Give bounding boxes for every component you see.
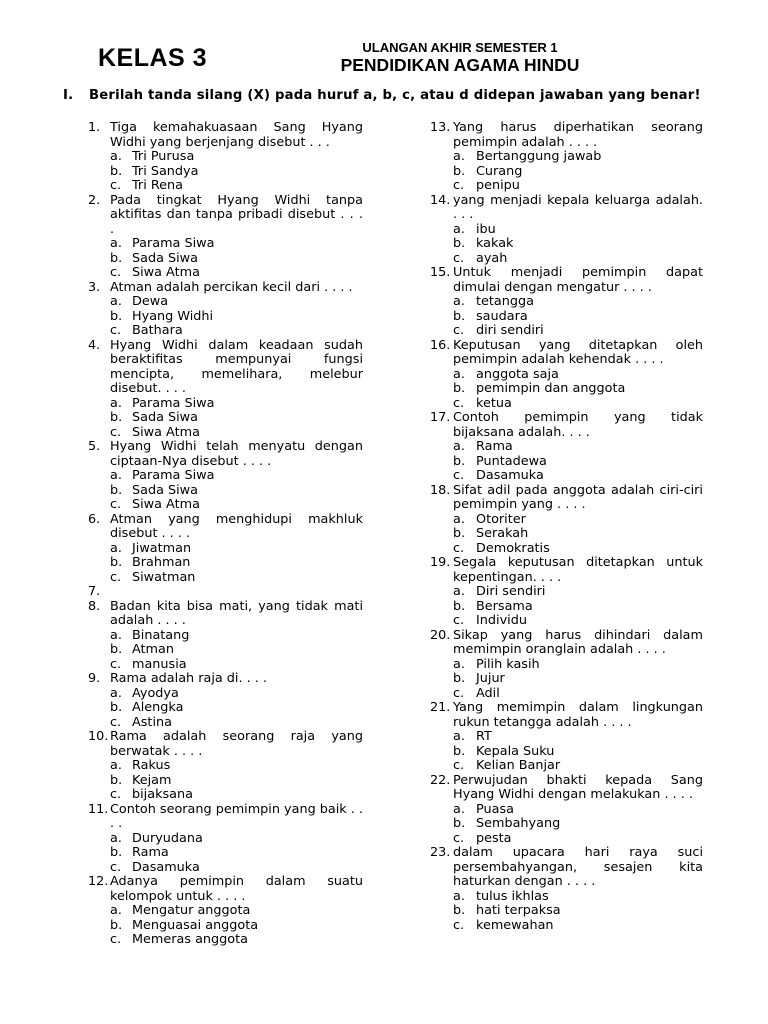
question-text	[110, 585, 363, 600]
option-letter: c.	[110, 323, 122, 338]
answer-option[interactable]	[88, 861, 363, 876]
answer-option[interactable]	[430, 803, 703, 818]
question-number: 10.	[88, 729, 109, 744]
question	[88, 513, 363, 542]
option-text: Tri Sandya	[132, 163, 199, 179]
answer-option[interactable]	[430, 179, 703, 194]
instruction	[63, 88, 704, 104]
option-text: manusia	[132, 656, 187, 672]
answer-option[interactable]	[88, 542, 363, 557]
answer-option[interactable]	[88, 687, 363, 702]
option-text: tulus ikhlas	[476, 888, 549, 904]
answer-option[interactable]	[88, 832, 363, 847]
option-text: Rakus	[132, 758, 171, 773]
option-text: anggota saja	[476, 366, 559, 382]
answer-option[interactable]	[430, 397, 703, 412]
answer-option[interactable]	[88, 426, 363, 441]
option-text: Dasamuka	[476, 468, 544, 483]
question-number: 20.	[430, 627, 451, 643]
option-letter: c.	[453, 395, 465, 411]
answer-option[interactable]	[430, 310, 703, 325]
option-text: Kejam	[132, 772, 172, 788]
option-text: saudara	[476, 308, 528, 324]
option-letter: b.	[453, 163, 466, 179]
option-letter: b.	[453, 236, 466, 251]
option-letter: b.	[110, 700, 123, 715]
option-letter: c.	[453, 323, 465, 338]
answer-option[interactable]	[88, 904, 363, 919]
option-letter: b.	[110, 642, 123, 657]
option-letter: c.	[110, 497, 122, 512]
answer-option[interactable]	[430, 513, 703, 528]
question	[430, 556, 703, 585]
option-text: Individu	[476, 613, 527, 628]
question-text: Adanya pemimpin dalam suatu kelompok untuk . . . .	[110, 874, 363, 904]
answer-option[interactable]	[430, 469, 703, 484]
option-letter: c.	[110, 569, 122, 585]
answer-option[interactable]	[430, 150, 703, 165]
option-text: ibu	[476, 221, 496, 237]
question	[88, 803, 363, 832]
option-text: Curang	[476, 163, 523, 179]
option-letter: b.	[453, 671, 466, 686]
answer-option[interactable]	[430, 527, 703, 542]
question-number: 1.	[88, 120, 101, 135]
answer-option[interactable]	[430, 600, 703, 615]
option-letter: c.	[110, 424, 122, 440]
option-text: pemimpin dan anggota	[476, 381, 626, 396]
option-letter: b.	[453, 816, 466, 831]
question-number: 6.	[88, 511, 101, 527]
option-text: hati terpaksa	[476, 903, 561, 918]
option-text: Tri Purusa	[132, 149, 195, 164]
option-text: Bathara	[132, 323, 183, 338]
answer-option[interactable]	[88, 788, 363, 803]
answer-option[interactable]	[430, 730, 703, 745]
question-text: Rama adalah raja di. . . .	[110, 671, 267, 686]
answer-option[interactable]	[430, 919, 703, 934]
option-text: Alengka	[132, 700, 184, 715]
answer-option[interactable]	[88, 498, 363, 513]
answer-option[interactable]	[88, 484, 363, 499]
answer-option[interactable]	[430, 832, 703, 847]
question-text: Segala keputusan ditetapkan untuk kepentingan. . . .	[453, 555, 703, 585]
option-letter: c.	[110, 714, 122, 730]
option-text: Binatang	[132, 627, 190, 643]
question-number: 11.	[88, 801, 109, 817]
exam-title: PENDIDIKAN AGAMA HINDU	[340, 55, 580, 75]
option-text: Demokratis	[476, 540, 550, 556]
question	[88, 339, 363, 397]
option-letter: a.	[110, 294, 122, 309]
question	[88, 600, 363, 629]
answer-option[interactable]	[88, 324, 363, 339]
question	[88, 281, 363, 296]
answer-option[interactable]	[88, 165, 363, 180]
option-text: Ayodya	[132, 685, 179, 701]
question	[430, 411, 703, 440]
question-number: 23.	[430, 845, 451, 860]
question	[88, 730, 363, 759]
option-letter: c.	[453, 540, 465, 556]
answer-option[interactable]	[430, 904, 703, 919]
question-number: 19.	[430, 555, 451, 570]
option-letter: c.	[453, 178, 465, 193]
option-letter: c.	[453, 917, 465, 933]
question-column-left	[88, 121, 363, 948]
question-text: Atman adalah percikan kecil dari . . . .	[110, 279, 353, 295]
option-text: Sada Siwa	[132, 250, 198, 266]
option-text: tetangga	[476, 294, 534, 309]
question-text: Pada tingkat Hyang Widhi tanpa aktifitas dan tanpa pribadi disebut . . . .	[110, 192, 363, 237]
answer-option[interactable]	[430, 324, 703, 339]
option-letter: c.	[110, 787, 122, 802]
answer-option[interactable]	[88, 629, 363, 644]
option-text: Menguasai anggota	[132, 917, 259, 933]
question	[88, 440, 363, 469]
answer-option[interactable]	[430, 368, 703, 383]
answer-option[interactable]	[88, 237, 363, 252]
answer-option[interactable]	[430, 455, 703, 470]
answer-option[interactable]	[88, 716, 363, 731]
option-text: Jiwatman	[132, 540, 192, 556]
answer-option[interactable]	[430, 223, 703, 238]
option-letter: c.	[110, 859, 122, 875]
question-text: Sifat adil pada anggota adalah ciri-ciri pemimpin yang . . . .	[453, 482, 703, 512]
answer-option[interactable]	[88, 310, 363, 325]
option-text: diri sendiri	[476, 323, 544, 338]
option-text: Hyang Widhi	[132, 308, 214, 324]
option-letter: a.	[110, 685, 122, 701]
option-text: Parama Siwa	[132, 236, 215, 251]
answer-option[interactable]	[88, 252, 363, 267]
answer-option[interactable]	[430, 252, 703, 267]
option-letter: b.	[110, 410, 123, 425]
answer-option[interactable]	[430, 890, 703, 905]
answer-option[interactable]	[430, 745, 703, 760]
option-text: Siwa Atma	[132, 424, 200, 440]
answer-option[interactable]	[88, 266, 363, 281]
answer-option[interactable]	[88, 919, 363, 934]
answer-option[interactable]	[88, 759, 363, 774]
answer-option[interactable]	[88, 397, 363, 412]
option-letter: b.	[453, 598, 466, 614]
question-number: 21.	[430, 700, 451, 715]
question-number: 7.	[88, 584, 101, 599]
option-text: Diri sendiri	[476, 584, 546, 599]
question-text: yang menjadi kepala keluarga adalah. . . .	[453, 192, 703, 222]
option-text: Parama Siwa	[132, 468, 215, 483]
answer-option[interactable]	[430, 687, 703, 702]
question-number: 5.	[88, 439, 101, 454]
question-text: Keputusan yang ditetapkan oleh pemimpin adalah kehendak . . . .	[453, 337, 703, 367]
question	[88, 585, 363, 600]
option-letter: a.	[110, 395, 122, 411]
answer-option[interactable]	[88, 774, 363, 789]
exam-subtitle: ULANGAN AKHIR SEMESTER 1	[362, 40, 558, 55]
answer-option[interactable]	[88, 701, 363, 716]
option-letter: a.	[453, 366, 465, 382]
question-column-right	[430, 121, 703, 933]
option-text: kemewahan	[476, 917, 554, 933]
option-letter: c.	[110, 178, 122, 193]
answer-option[interactable]	[88, 469, 363, 484]
option-letter: b.	[453, 526, 466, 541]
question-text: Yang memimpin dalam lingkungan rukun tetangga adalah . . . .	[453, 700, 703, 730]
question	[430, 774, 703, 803]
question	[430, 121, 703, 150]
option-letter: b.	[110, 555, 123, 570]
option-letter: a.	[453, 584, 465, 599]
question-number: 13.	[430, 120, 451, 135]
question-number: 22.	[430, 772, 451, 788]
question-text: Yang harus diperhatikan seorang pemimpin adalah . . . .	[453, 120, 703, 150]
option-text: Serakah	[476, 526, 529, 541]
option-letter: a.	[453, 888, 465, 904]
question-text: Tiga kemahakuasaan Sang Hyang Widhi yang berjenjang disebut . . .	[110, 120, 363, 150]
question-text: Rama adalah seorang raja yang berwatak . . . .	[110, 729, 363, 759]
option-letter: c.	[453, 830, 465, 846]
option-letter: b.	[453, 903, 466, 918]
option-text: Mengatur anggota	[132, 903, 251, 918]
question-number: 8.	[88, 598, 101, 614]
question-text: Contoh seorang pemimpin yang baik . . . .	[110, 801, 363, 831]
option-text: Sada Siwa	[132, 482, 198, 498]
answer-option[interactable]	[430, 817, 703, 832]
answer-option[interactable]	[88, 658, 363, 673]
option-letter: a.	[110, 540, 122, 556]
question	[430, 266, 703, 295]
option-letter: b.	[453, 743, 466, 759]
kelas-label: KELAS 3	[98, 44, 208, 72]
option-text: ayah	[476, 250, 508, 266]
option-letter: b.	[110, 917, 123, 933]
question	[88, 194, 363, 238]
question-number: 14.	[430, 192, 451, 208]
option-text: Kelian Banjar	[476, 758, 561, 773]
option-text: Dasamuka	[132, 859, 200, 875]
option-letter: a.	[110, 903, 122, 918]
question-text: Atman yang menghidupi makhluk disebut . . . .	[110, 511, 363, 541]
answer-option[interactable]	[88, 643, 363, 658]
option-text: Bersama	[476, 598, 533, 614]
answer-option[interactable]	[88, 571, 363, 586]
question	[430, 629, 703, 658]
option-text: Kepala Suku	[476, 743, 555, 759]
option-letter: c.	[453, 468, 465, 483]
option-text: kakak	[476, 236, 514, 251]
option-text: Siwa Atma	[132, 497, 200, 512]
option-letter: c.	[453, 250, 465, 266]
option-letter: a.	[453, 294, 465, 309]
option-letter: a.	[453, 149, 465, 164]
question-number: 9.	[88, 671, 101, 686]
option-letter: a.	[110, 627, 122, 643]
option-letter: a.	[110, 149, 122, 164]
question-number: 18.	[430, 482, 451, 498]
option-letter: a.	[110, 236, 122, 251]
option-letter: a.	[453, 729, 465, 744]
answer-option[interactable]	[430, 658, 703, 673]
option-letter: a.	[453, 221, 465, 237]
option-text: Tri Rena	[132, 178, 183, 193]
answer-option[interactable]	[88, 150, 363, 165]
question	[430, 484, 703, 513]
option-text: Sembahyang	[476, 816, 561, 831]
option-letter: a.	[453, 656, 465, 672]
option-letter: a.	[110, 830, 122, 846]
option-text: Atman	[132, 642, 174, 657]
question-number: 16.	[430, 337, 451, 353]
option-letter: a.	[453, 511, 465, 527]
question-text: Perwujudan bhakti kepada Sang Hyang Widhi dengan melakukan . . . .	[453, 772, 703, 802]
option-text: ketua	[476, 395, 512, 411]
option-letter: c.	[110, 265, 122, 280]
question	[430, 701, 703, 730]
option-text: Otoriter	[476, 511, 526, 527]
option-text: Sada Siwa	[132, 410, 198, 425]
option-text: Siwa Atma	[132, 265, 200, 280]
question-text: Hyang Widhi dalam keadaan sudah beraktifitas mempunyai fungsi mencipta, memelihara, melebur disebut. . . .	[110, 337, 363, 396]
option-letter: b.	[453, 381, 466, 396]
option-text: Jujur	[476, 671, 505, 686]
option-text: Rama	[132, 845, 169, 860]
option-text: Puasa	[476, 801, 514, 817]
option-text: Adil	[476, 685, 500, 701]
answer-option[interactable]	[430, 672, 703, 687]
question-number: 4.	[88, 337, 101, 353]
question-text: Hyang Widhi telah menyatu dengan ciptaan-Nya disebut . . . .	[110, 439, 363, 469]
instruction-text: Berilah tanda silang (X) pada huruf a, b, c, atau d didepan jawaban yang benar!	[89, 88, 701, 103]
answer-option[interactable]	[88, 411, 363, 426]
question-text: Untuk menjadi pemimpin dapat dimulai dengan mengatur . . . .	[453, 265, 703, 295]
question	[88, 121, 363, 150]
question-number: 17.	[430, 410, 451, 425]
option-text: Parama Siwa	[132, 395, 215, 411]
question-number: 12.	[88, 874, 109, 889]
answer-option[interactable]	[88, 933, 363, 948]
answer-option[interactable]	[88, 295, 363, 310]
option-letter: b.	[110, 482, 123, 498]
option-text: Puntadewa	[476, 453, 547, 469]
question	[88, 875, 363, 904]
question-number: 15.	[430, 265, 451, 280]
option-text: Duryudana	[132, 830, 203, 846]
option-letter: a.	[453, 439, 465, 454]
option-letter: b.	[453, 453, 466, 469]
answer-option[interactable]	[430, 382, 703, 397]
question-number: 3.	[88, 279, 101, 295]
option-text: penipu	[476, 178, 520, 193]
option-letter: b.	[453, 308, 466, 324]
option-text: Siwatman	[132, 569, 196, 585]
question-text: Sikap yang harus dihindari dalam memimpin oranglain adalah . . . .	[453, 627, 703, 657]
option-text: RT	[476, 729, 492, 744]
answer-option[interactable]	[430, 614, 703, 629]
answer-option[interactable]	[88, 846, 363, 861]
option-text: Memeras anggota	[132, 932, 248, 947]
option-text: Dewa	[132, 294, 169, 309]
option-letter: a.	[110, 468, 122, 483]
option-letter: c.	[453, 685, 465, 701]
question-text: Contoh pemimpin yang tidak bijaksana adalah. . . .	[453, 410, 703, 440]
option-letter: b.	[110, 772, 123, 788]
answer-option[interactable]	[430, 542, 703, 557]
question	[88, 672, 363, 687]
option-letter: b.	[110, 308, 123, 324]
instruction-number: I.	[63, 88, 74, 103]
question	[430, 339, 703, 368]
option-text: Bertanggung jawab	[476, 149, 602, 164]
option-letter: c.	[453, 758, 465, 773]
option-text: pesta	[476, 830, 512, 846]
option-letter: a.	[110, 758, 122, 773]
question-number: 2.	[88, 192, 101, 208]
option-letter: a.	[453, 801, 465, 817]
answer-option[interactable]	[88, 179, 363, 194]
answer-option[interactable]	[430, 237, 703, 252]
option-letter: b.	[110, 163, 123, 179]
question-text: dalam upacara hari raya suci persembahyangan, sesajen kita haturkan dengan . . . .	[453, 845, 703, 889]
option-letter: c.	[453, 613, 465, 628]
option-text: Brahman	[132, 555, 191, 570]
answer-option[interactable]	[430, 440, 703, 455]
option-letter: c.	[110, 932, 122, 947]
answer-option[interactable]	[430, 295, 703, 310]
answer-option[interactable]	[430, 585, 703, 600]
option-text: bijaksana	[132, 787, 193, 802]
question	[430, 846, 703, 890]
question	[430, 194, 703, 223]
option-letter: c.	[110, 656, 122, 672]
answer-option[interactable]	[430, 759, 703, 774]
question-text: Badan kita bisa mati, yang tidak mati adalah . . . .	[110, 598, 363, 628]
option-text: Rama	[476, 439, 513, 454]
option-text: Astina	[132, 714, 172, 730]
answer-option[interactable]	[88, 556, 363, 571]
option-text: Pilih kasih	[476, 656, 540, 672]
answer-option[interactable]	[430, 165, 703, 180]
option-letter: b.	[110, 250, 123, 266]
option-letter: b.	[110, 845, 123, 860]
